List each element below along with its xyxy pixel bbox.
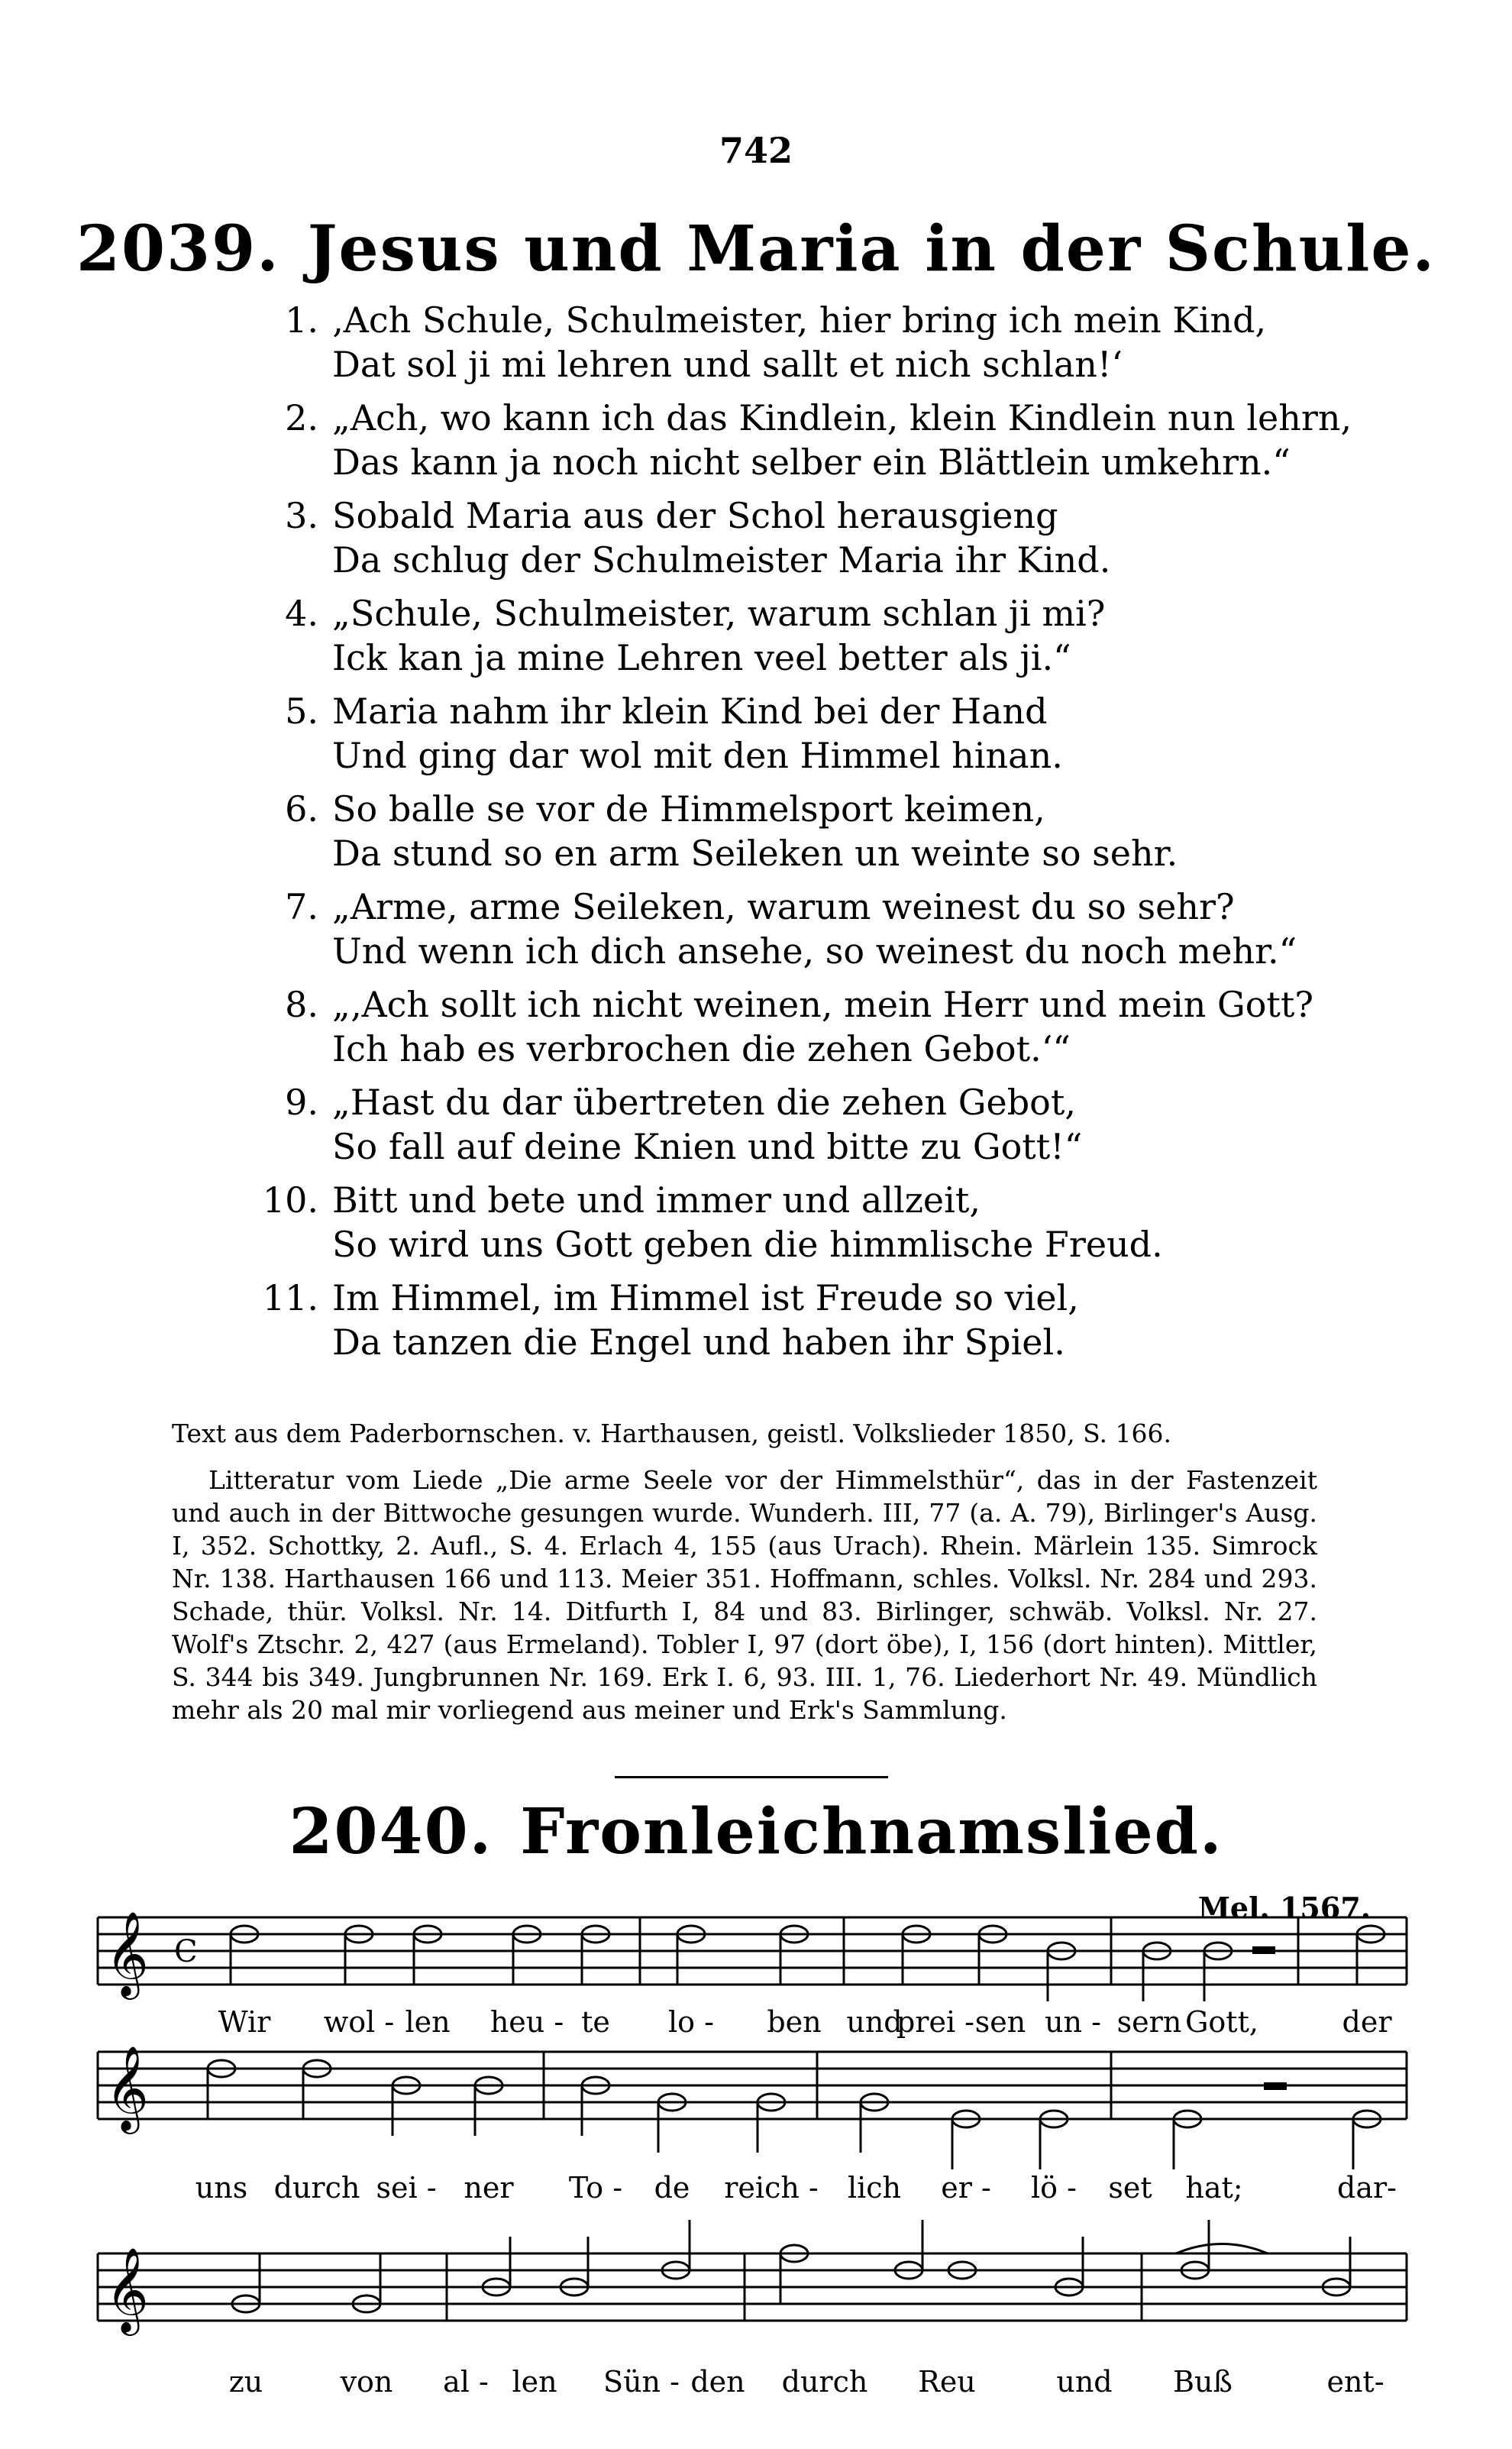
verse-line: „Hast du dar übertreten die zehen Gebot, bbox=[332, 1082, 1076, 1123]
verse-line: Bitt und bete und immer und allzeit, bbox=[332, 1179, 981, 1221]
common-time-icon: C bbox=[174, 1934, 198, 1969]
staff-3-notes bbox=[232, 2220, 1350, 2312]
lyric-syllable: lo - bbox=[668, 2005, 714, 2039]
lyric-syllable: un - bbox=[1045, 2005, 1101, 2039]
page-number: 742 bbox=[719, 130, 793, 171]
lyric-syllable: set bbox=[1108, 2171, 1152, 2205]
staff-2-notes bbox=[208, 2060, 1381, 2169]
lyric-syllable: hat; bbox=[1185, 2171, 1243, 2205]
song-title-text: Fronleichnamslied. bbox=[520, 1795, 1223, 1868]
staff-2 bbox=[98, 2052, 1407, 2119]
lyric-syllable: sern bbox=[1116, 2005, 1182, 2039]
lyric-syllable: uns bbox=[195, 2171, 248, 2205]
verse-line: Da stund so en arm Seileken un weinte so sehr. bbox=[332, 833, 1178, 874]
verse-line: Ick kan ja mine Lehren veel better als ji.“ bbox=[332, 637, 1071, 678]
verse-number: 2. bbox=[285, 397, 318, 438]
lyric-syllable: von bbox=[340, 2365, 393, 2399]
lyric-syllable: len bbox=[512, 2365, 557, 2399]
lyric-syllable: der bbox=[1342, 2005, 1392, 2039]
lyric-syllable: und bbox=[846, 2005, 903, 2039]
verse-number: 4. bbox=[285, 593, 318, 634]
verse-number: 1. bbox=[285, 299, 318, 341]
song-number: 2039. bbox=[76, 212, 280, 286]
verse-line: Dat sol ji mi lehren und sallt et nich schlan!‘ bbox=[332, 344, 1123, 385]
lyric-syllable: te bbox=[581, 2005, 610, 2039]
lyrics-row-3 bbox=[0, 2365, 1512, 2403]
lyrics-row-1 bbox=[0, 2005, 1512, 2043]
source-note: Text aus dem Paderbornschen. v. Harthausen, geistl. Volkslieder 1850, S. 166. bbox=[172, 1419, 1171, 1448]
lyric-syllable: Buß bbox=[1173, 2365, 1233, 2399]
lyric-syllable: prei - bbox=[896, 2005, 975, 2039]
lyric-syllable: Wir bbox=[218, 2005, 271, 2039]
lyric-syllable: wol - bbox=[323, 2005, 395, 2039]
verse-number: 11. bbox=[262, 1277, 318, 1318]
verse-line: Im Himmel, im Himmel ist Freude so viel, bbox=[332, 1277, 1079, 1318]
verse-line: Das kann ja noch nicht selber ein Blättlein umkehrn.“ bbox=[332, 442, 1291, 483]
lyric-syllable: er - bbox=[941, 2171, 991, 2205]
treble-clef-icon: 𝄞 bbox=[105, 2045, 149, 2130]
verse-number: 9. bbox=[285, 1082, 318, 1123]
verse-line: So balle se vor de Himmelsport keimen, bbox=[332, 788, 1045, 830]
staff-1 bbox=[98, 1917, 1407, 1985]
lyric-syllable: zu bbox=[228, 2365, 263, 2399]
lyric-syllable: ent- bbox=[1326, 2365, 1384, 2399]
verse-line: Da tanzen die Engel und haben ihr Spiel. bbox=[332, 1322, 1065, 1363]
verse-line: Und ging dar wol mit den Himmel hinan. bbox=[332, 735, 1063, 776]
verse-number: 6. bbox=[285, 788, 318, 830]
lyric-syllable: len bbox=[405, 2005, 451, 2039]
verse-line: „Ach, wo kann ich das Kindlein, klein Kindlein nun lehrn, bbox=[332, 397, 1352, 438]
lyric-syllable: reich - bbox=[724, 2171, 819, 2205]
verse-line: Sobald Maria aus der Schol herausgieng bbox=[332, 495, 1058, 536]
verse-line: Ich hab es verbrochen die zehen Gebot.‘“ bbox=[332, 1028, 1071, 1069]
lyric-syllable: sei - bbox=[376, 2171, 437, 2205]
lyric-syllable: ner bbox=[464, 2171, 514, 2205]
verse-line: „Arme, arme Seileken, warum weinest du so sehr? bbox=[332, 886, 1235, 927]
lyric-syllable: de bbox=[654, 2171, 690, 2205]
lyric-syllable: Gott, bbox=[1185, 2005, 1258, 2039]
treble-clef-icon: 𝄞 bbox=[105, 2247, 149, 2332]
literature-note: Litteratur vom Liede „Die arme Seele vor der Himmelsthür“, das in der Fastenzeit und auch in der Bittwoche gesungen wurde. Wunderh. III, 77 (a. A. 79), Birlinger's Ausg. I, 352. Schottky, 2. Aufl., S. 4. Erlach 4, 155 (aus Urach). Rhein. Märlein 135. Simrock Nr. 138. Harthausen 166 und 113. Meier 351. Hoffmann, schles. Volksl. Nr. 284 und 293. Schade, thür. Volksl. Nr. 14. Ditfurth I, 84 und 83. Birlinger, schwäb. Volksl. Nr. 27. Wolf's Ztschr. 2, 427 (aus Ermeland). Tobler I, 97 (dort öbe), I, 156 (dort hinten). Mittler, S. 344 bis 349. Jungbrunnen Nr. 169. Erk I. 6, 93. III. 1, 76. Liederhort Nr. 49. Mündlich mehr als 20 mal mir vorliegend aus meiner und Erk's Sammlung. bbox=[172, 1465, 1317, 1725]
treble-clef-icon: 𝄞 bbox=[105, 1910, 149, 1996]
verse-line: ‚Ach Schule, Schulmeister, hier bring ich mein Kind, bbox=[332, 299, 1267, 341]
verse-number: 3. bbox=[285, 495, 318, 536]
verse-number: 8. bbox=[285, 984, 318, 1025]
half-rest-icon bbox=[1252, 1946, 1275, 1954]
lyric-syllable: lich bbox=[847, 2171, 902, 2205]
verse-line: Maria nahm ihr klein Kind bei der Hand bbox=[332, 691, 1048, 732]
lyric-syllable: al - bbox=[443, 2365, 489, 2399]
lyric-syllable: Reu bbox=[918, 2365, 976, 2399]
verse-number: 7. bbox=[285, 886, 318, 927]
lyric-syllable: To - bbox=[568, 2171, 623, 2205]
verse-line: So wird uns Gott geben die himmlische Freud. bbox=[332, 1224, 1163, 1265]
lyric-syllable: und bbox=[1056, 2365, 1113, 2399]
lyric-syllable: sen bbox=[974, 2005, 1026, 2039]
lyric-syllable: ben bbox=[767, 2005, 822, 2039]
verse-line: So fall auf deine Knien und bitte zu Gott!“ bbox=[332, 1126, 1083, 1167]
staff-3 bbox=[98, 2253, 1407, 2321]
staff-1-notes bbox=[231, 1926, 1384, 2001]
lyrics-row-2 bbox=[0, 2171, 1512, 2209]
verse-line: Da schlug der Schulmeister Maria ihr Kind. bbox=[332, 539, 1111, 581]
melody-reference: Mel. 1567. bbox=[1197, 1891, 1371, 1925]
lyric-syllable: lö - bbox=[1031, 2171, 1077, 2205]
lyric-syllable: den bbox=[690, 2365, 745, 2399]
verse-number: 10. bbox=[262, 1179, 318, 1221]
verse-line: „Schule, Schulmeister, warum schlan ji mi? bbox=[332, 593, 1106, 634]
half-rest-icon bbox=[1264, 2082, 1287, 2090]
verse-line: Und wenn ich dich ansehe, so weinest du noch mehr.“ bbox=[332, 930, 1297, 972]
lyric-syllable: Sün - bbox=[603, 2365, 680, 2399]
lyric-syllable: durch bbox=[273, 2171, 360, 2205]
lyric-syllable: dar- bbox=[1337, 2171, 1397, 2205]
verse-number: 5. bbox=[285, 691, 318, 732]
song-title-text: Jesus und Maria in der Schule. bbox=[307, 212, 1436, 286]
lyric-syllable: heu - bbox=[489, 2005, 564, 2039]
lyric-syllable: durch bbox=[781, 2365, 868, 2399]
song-number: 2040. bbox=[289, 1795, 493, 1868]
verse-line: „‚Ach sollt ich nicht weinen, mein Herr und mein Gott? bbox=[332, 984, 1314, 1025]
